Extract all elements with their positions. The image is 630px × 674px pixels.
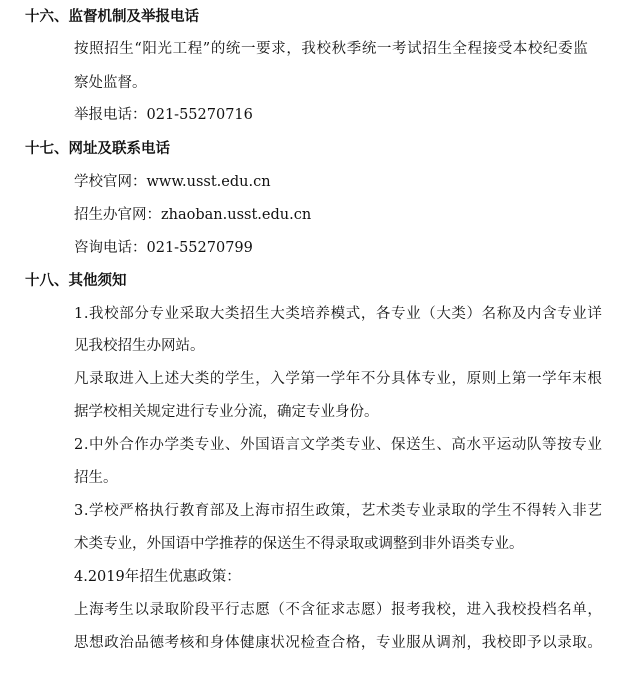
- section-18-heading: 十八、其他须知: [25, 273, 127, 289]
- section-16-paragraph-line-2: 察处监督。: [74, 75, 147, 91]
- school-website: 学校官网：www.usst.edu.cn: [74, 174, 271, 190]
- report-phone: 举报电话：021-55270716: [74, 107, 253, 123]
- admission-office-website: 招生办官网：zhaoban.usst.edu.cn: [74, 207, 312, 223]
- item-4-line-1: 上海考生以录取阶段平行志愿（不含征求志愿）报考我校，进入我校投档名单，: [74, 602, 603, 618]
- item-4-title: 4.2019年招生优惠政策：: [74, 569, 241, 585]
- item-1-line-2: 见我校招生办网站。: [74, 338, 205, 354]
- section-16-heading: 十六、监督机制及举报电话: [25, 9, 199, 25]
- section-17-heading: 十七、网址及联系电话: [25, 141, 170, 157]
- item-1b-line-1: 凡录取进入上述大类的学生，入学第一学年不分具体专业，原则上第一学年末根: [74, 371, 603, 387]
- item-3-line-1: 3.学校严格执行教育部及上海市招生政策，艺术类专业录取的学生不得转入非艺: [74, 503, 603, 519]
- item-3-line-2: 术类专业，外国语中学推荐的保送生不得录取或调整到非外语类专业。: [74, 536, 524, 552]
- consult-phone: 咨询电话：021-55270799: [74, 240, 253, 256]
- item-2-line-1: 2.中外合作办学类专业、外国语言文学类专业、保送生、高水平运动队等按专业: [74, 437, 603, 453]
- item-2-line-2: 招生。: [74, 470, 118, 486]
- item-4-line-2: 思想政治品德考核和身体健康状况检查合格，专业服从调剂，我校即予以录取。: [74, 635, 603, 651]
- item-1-line-1: 1.我校部分专业采取大类招生大类培养模式，各专业（大类）名称及内含专业详: [74, 306, 603, 322]
- item-1b-line-2: 据学校相关规定进行专业分流，确定专业身份。: [74, 404, 379, 420]
- section-16-paragraph-line-1: 按照招生“阳光工程”的统一要求，我校秋季统一考试招生全程接受本校纪委监: [74, 41, 589, 57]
